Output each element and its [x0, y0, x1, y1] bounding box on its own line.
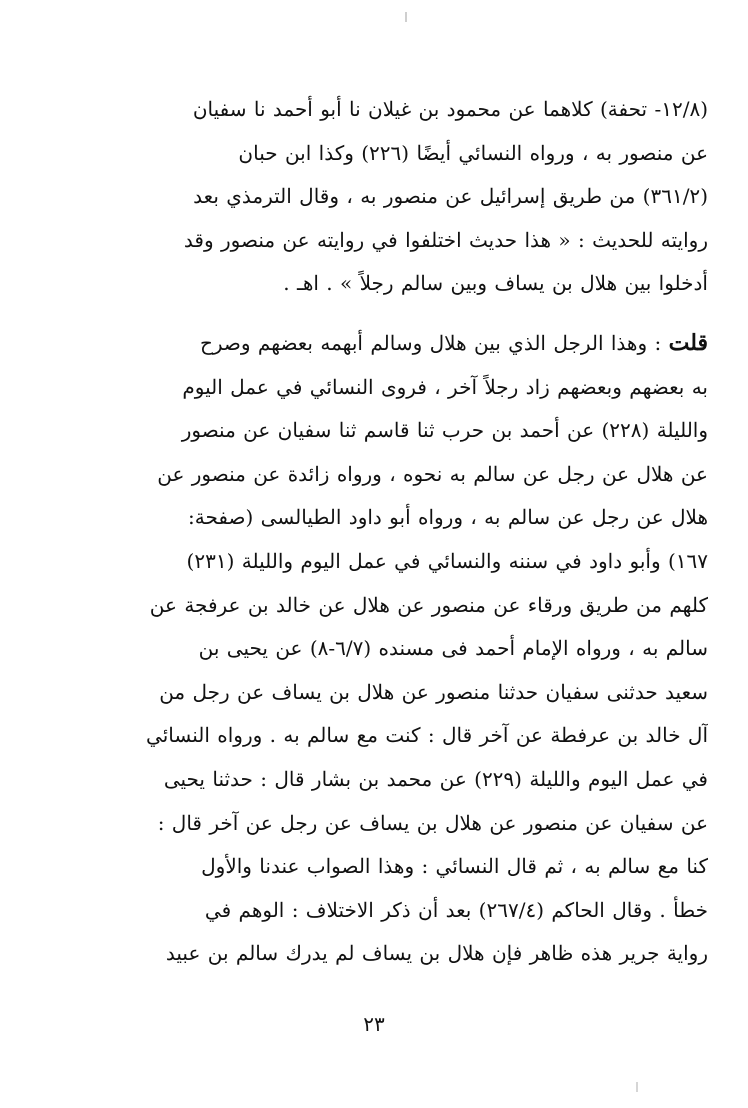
text-line: عن منصور به ، ورواه النسائي أيضًا (٢٢٦) وكذا ابن حبان: [238, 140, 708, 165]
page-number: ٢٣: [363, 1012, 385, 1036]
scan-mark-top: [405, 12, 407, 22]
text-line: أدخلوا بين هلال بن يساف وبين سالم رجلاً » . اهـ .: [283, 271, 708, 296]
paragraph-2: [62, 322, 708, 976]
text-line: عن هلال عن رجل عن سالم به نحوه ، ورواه زائدة عن منصور عن: [157, 461, 708, 486]
text-line: والليلة (٢٢٨) عن أحمد بن حرب ثنا قاسم ثنا سفيان عن منصور: [181, 418, 708, 443]
text-line: به بعضهم وبعضهم زاد رجلاً آخر ، فروى النسائي في عمل اليوم: [182, 374, 708, 399]
text-line: سالم به ، ورواه الإمام أحمد فى مسنده (٦/٧-٨) عن يحيى بن: [198, 636, 708, 661]
text-line: في عمل اليوم والليلة (٢٢٩) عن محمد بن بشار قال : حدثنا يحيى: [163, 766, 708, 791]
text-line: ١٦٧) وأبو داود في سننه والنسائي في عمل اليوم والليلة (٢٣١): [186, 548, 708, 573]
text-line: عن سفيان عن منصور عن هلال بن يساف عن رجل عن آخر قال :: [157, 810, 708, 835]
text-line: كنا مع سالم به ، ثم قال النسائي : وهذا الصواب عندنا والأول: [201, 854, 708, 879]
text-line-first: [62, 322, 708, 366]
text-line: هلال عن رجل عن سالم به ، ورواه أبو داود الطيالسى (صفحة:: [188, 505, 708, 530]
text-line: رواية جرير هذه ظاهر فإن هلال بن يساف لم يدرك سالم بن عبيد: [165, 941, 708, 966]
scan-mark-bottom: [636, 1082, 638, 1092]
paragraph-lead-word: قلت: [668, 330, 708, 356]
text-line: كلهم من طريق ورقاء عن منصور عن هلال عن خالد بن عرفجة عن: [149, 592, 708, 617]
text-line: روايته للحديث : « هذا حديث اختلفوا في روايته عن منصور وقد: [183, 227, 708, 252]
first-line-text: : وهذا الرجل الذي بين هلال وسالم أبهمه بعضهم وصرح: [199, 331, 669, 355]
text-line: آل خالد بن عرفطة عن آخر قال : كنت مع سالم به . ورواه النسائي: [146, 723, 708, 748]
text-line: (٣٦١/٢) من طريق إسرائيل عن منصور به ، وقال الترمذي بعد: [193, 184, 708, 209]
text-line: سعيد حدثنى سفيان حدثنا منصور عن هلال بن يساف عن رجل من: [159, 679, 708, 704]
paragraph-1: [62, 88, 708, 306]
text-line: (١٢/٨- تحفة) كلاهما عن محمود بن غيلان نا أبو أحمد نا سفيان: [192, 97, 708, 121]
text-line: خطأ . وقال الحاكم (٢٦٧/٤) بعد أن ذكر الاختلاف : الوهم في: [204, 897, 708, 922]
